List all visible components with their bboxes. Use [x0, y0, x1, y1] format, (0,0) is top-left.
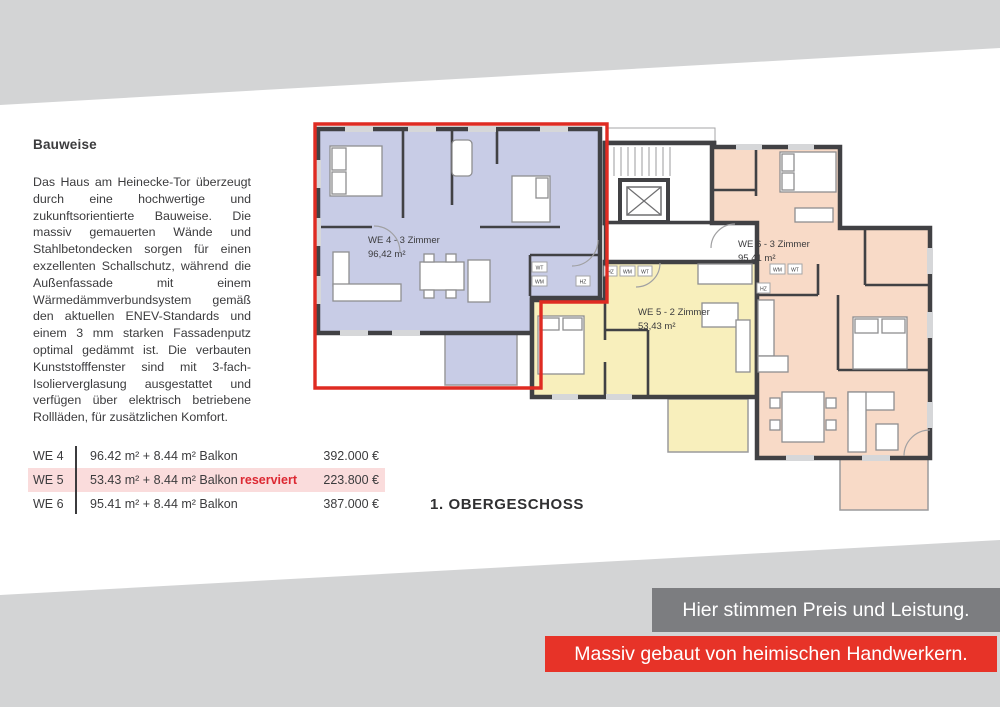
elevator-icon — [620, 180, 668, 222]
bauweise-heading: Bauweise — [33, 137, 97, 152]
area-text: 95.41 m² + 8.44 m² Balkon — [90, 497, 238, 511]
tag-wt: WT — [535, 265, 544, 272]
tag-wm: WM — [623, 269, 632, 276]
tag-wt: WT — [791, 267, 799, 274]
we5-balcony — [668, 399, 748, 452]
tag-hz: HZ — [760, 286, 767, 293]
area-text: 53.43 m² + 8.44 m² Balkon — [90, 473, 238, 487]
we6-area-label: 95,41 m² — [738, 253, 776, 264]
price-text: 387.000 € — [323, 497, 379, 511]
we4-area-label: 96,42 m² — [368, 249, 406, 260]
floor-title: 1. OBERGESCHOSS — [430, 496, 585, 513]
we6-name-label: WE 6 - 3 Zimmer — [738, 239, 810, 250]
red-banner-text: Massiv gebaut von heimischen Handwerkern. — [574, 642, 968, 665]
tag-wm: WM — [773, 267, 782, 274]
tag-hz: HZ — [607, 269, 614, 276]
area-text: 96.42 m² + 8.44 m² Balkon — [90, 449, 238, 463]
we5-name-label: WE 5 - 2 Zimmer — [638, 307, 710, 318]
we4-name-label: WE 4 - 3 Zimmer — [368, 235, 440, 246]
we5-area-label: 53,43 m² — [638, 321, 676, 332]
tag-wm: WM — [535, 279, 544, 286]
tag-wt: WT — [641, 269, 649, 276]
reserved-badge: reserviert — [240, 473, 297, 487]
gray-banner-text: Hier stimmen Preis und Leistung. — [682, 598, 970, 621]
price-text: 392.000 € — [323, 449, 379, 463]
we4-balcony — [445, 333, 517, 385]
unit-label: WE 4 — [33, 449, 64, 463]
gray-banner — [652, 588, 1000, 632]
tag-hz: HZ — [579, 279, 587, 286]
we6-balcony — [840, 459, 928, 510]
red-banner — [545, 636, 997, 672]
unit-label: WE 6 — [33, 497, 64, 511]
bauweise-paragraph: Das Haus am Heinecke-Tor überzeugt durch eine hochwertige und zukunftsorientierte Bauweise. Die massiv gemauerten Wände und Stahlbetondecken sorgen für einen exzellenten Schallschutz, während die Außenfassade mit einem Wärmedämmverbundsystem gemäß den aktuellen ENEV-Standards und einem 3 mm starken Fassadenputz optimal gedämmt ist. Die verbauten Kunststofffenster sind mit 3-fach-Isolierverglasung ausgestattet und verfügen über elektrisch betriebene Rollläden, für zusätzlichen Komfort. — [33, 175, 251, 425]
unit-label: WE 5 — [33, 473, 64, 487]
price-text: 223.800 € — [323, 473, 379, 487]
